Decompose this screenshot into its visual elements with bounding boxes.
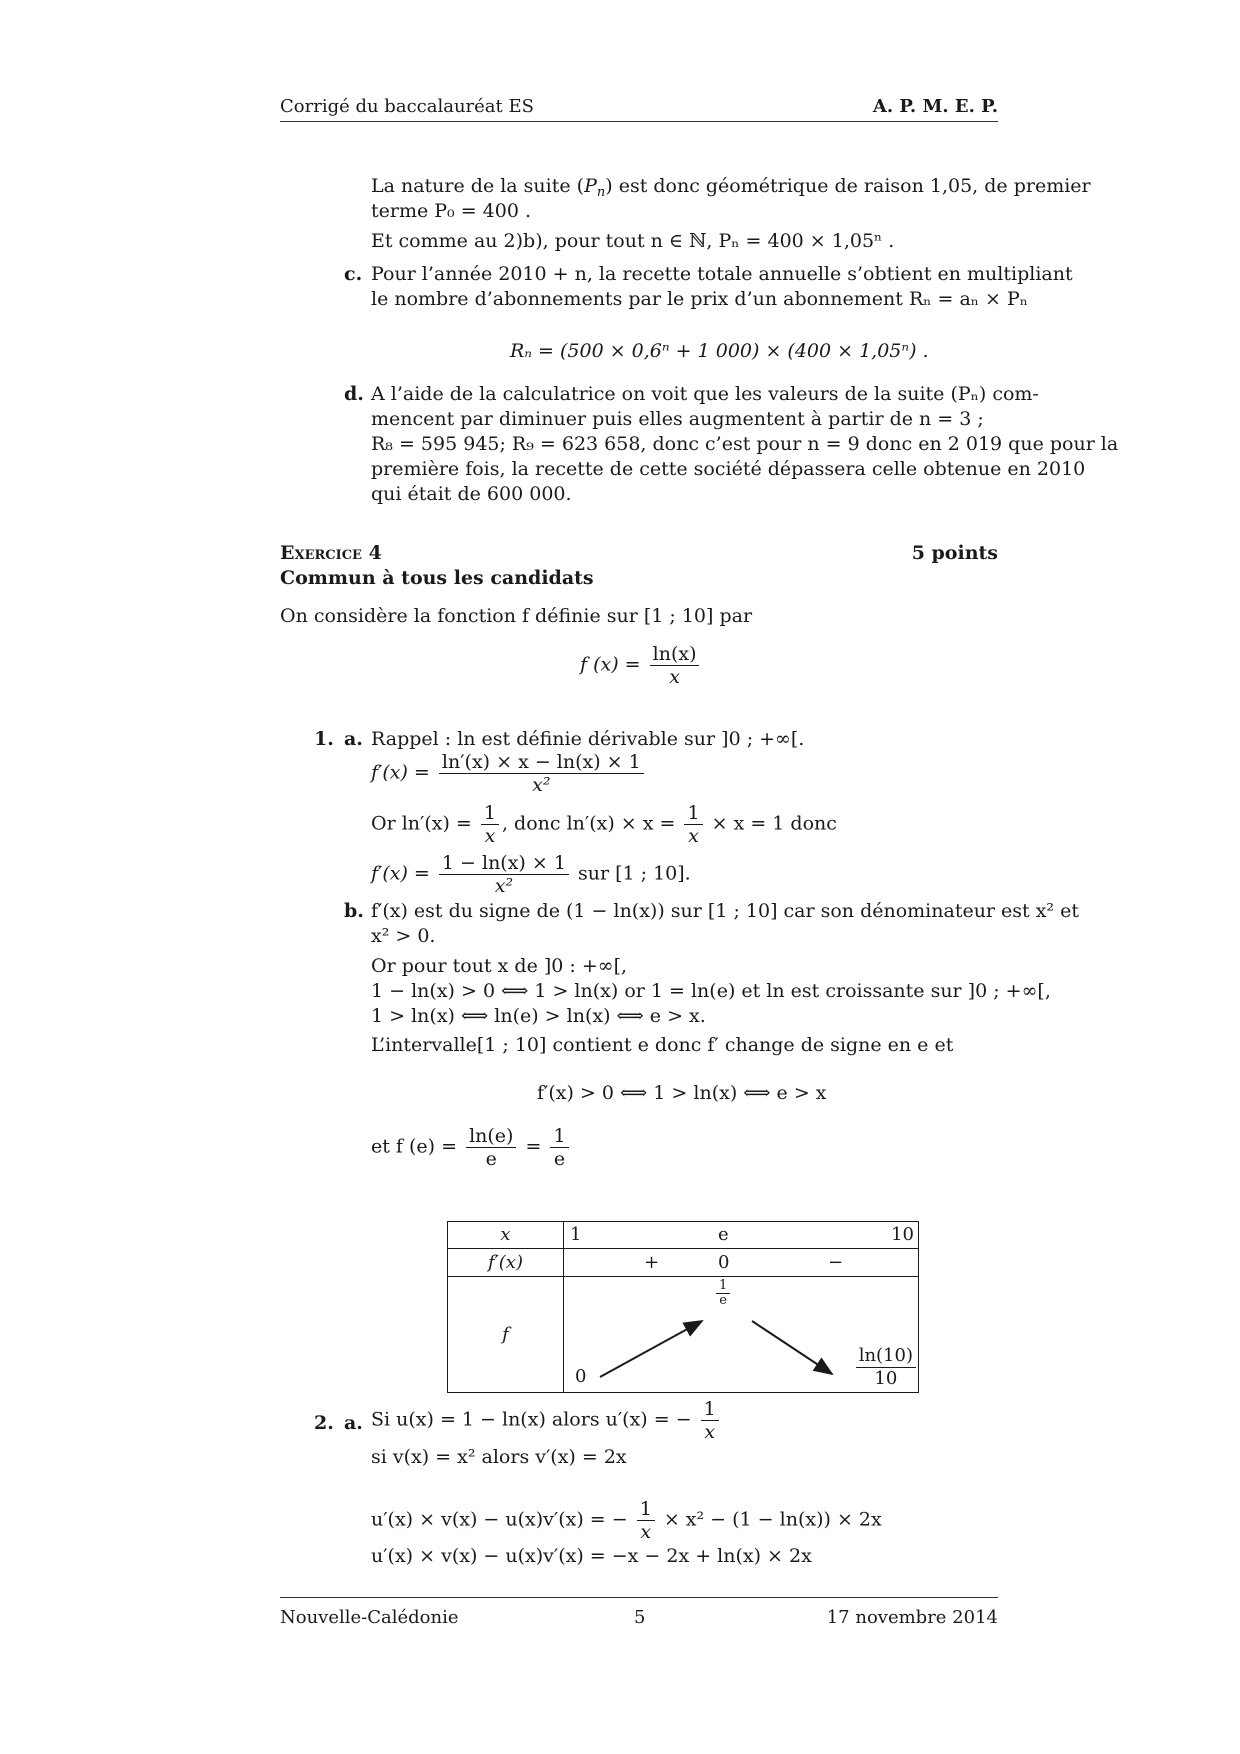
ex4-subtitle: Commun à tous les candidats xyxy=(280,567,594,589)
ex3-d-line5: qui était de 600 000. xyxy=(371,483,572,505)
header-left: Corrigé du baccalauréat ES xyxy=(280,96,534,117)
table-arrows xyxy=(564,1277,920,1393)
fe-fraction1 xyxy=(466,1125,516,1170)
q2a-line4: u′(x) × v(x) − u(x)v′(x) = −x − 2x + ln(x) × 2x xyxy=(371,1545,812,1567)
arrow-decreasing xyxy=(752,1321,832,1374)
table-low-left: 0 xyxy=(575,1366,587,1387)
or-num1: 1 xyxy=(481,802,499,825)
ex3-d-line1: A l’aide de la calculatrice on voit que les valeurs de la suite (Pₙ) com- xyxy=(371,383,1039,405)
ex4-title: Exercice 4 xyxy=(280,542,382,564)
or-frac1 xyxy=(481,802,499,847)
table-x-head: x xyxy=(448,1222,564,1249)
fp-fraction xyxy=(439,751,644,796)
table-x1: 1 xyxy=(570,1224,582,1245)
table-top-num: 1 xyxy=(716,1279,730,1294)
q2a-num: 1 xyxy=(701,1398,719,1421)
header-right: A. P. M. E. P. xyxy=(872,96,998,117)
q1a-line1: Rappel : ln est définie dérivable sur ]0 ; +∞[. xyxy=(371,728,805,750)
footer-right: 17 novembre 2014 xyxy=(826,1607,998,1628)
q1b-fe xyxy=(371,1125,572,1170)
or-part3: × x = 1 donc xyxy=(711,812,837,835)
fp2-tail: sur [1 ; 10]. xyxy=(577,862,691,885)
fp-den: x² xyxy=(532,774,551,796)
q1b-line3: Or pour tout x de ]0 : +∞[, xyxy=(371,955,628,977)
q1b-line1: f′(x) est du signe de (1 − ln(x)) sur [1 ; 10] car son dénominateur est x² et xyxy=(371,900,1079,922)
table-minus: − xyxy=(828,1252,844,1273)
table-sign-row xyxy=(564,1249,919,1277)
table-low-right-num: ln(10) xyxy=(856,1345,916,1368)
q2a-line3 xyxy=(371,1498,882,1543)
ex3-c-formula: Rₙ = (500 × 0,6ⁿ + 1 000) × (400 × 1,05ⁿ) . xyxy=(510,340,929,362)
variation-table xyxy=(447,1221,919,1393)
table-fp-head: f′(x) xyxy=(448,1249,564,1277)
q2a-line1-text: Si u(x) = 1 − ln(x) alors u′(x) = − xyxy=(371,1408,692,1431)
ex3-c-line1: Pour l’année 2010 + n, la recette totale annuelle s’obtient en multipliant xyxy=(371,263,1073,285)
table-variation-row xyxy=(564,1277,919,1393)
ex3-d-line4: première fois, la recette de cette société dépassera celle obtenue en 2010 xyxy=(371,458,1086,480)
q2a-line1 xyxy=(371,1398,722,1443)
def-fraction xyxy=(650,643,700,688)
fp-lhs: f′(x) = xyxy=(371,761,430,784)
ex3-d-label: d. xyxy=(344,383,364,405)
or-frac2 xyxy=(684,802,702,847)
ex3-c-label: c. xyxy=(344,263,363,285)
q1a-derivative xyxy=(371,751,647,796)
table-low-right-den: 10 xyxy=(874,1368,898,1389)
fe-den2: e xyxy=(553,1148,566,1170)
q2a-line3-num: 1 xyxy=(637,1498,655,1521)
footer-rule xyxy=(280,1597,998,1598)
q1a-label: a. xyxy=(344,728,363,750)
ex3-c-line2: le nombre d’abonnements par le prix d’un abonnement Rₙ = aₙ × Pₙ xyxy=(371,288,1029,310)
or-num2: 1 xyxy=(684,802,702,825)
q1b-line2: x² > 0. xyxy=(371,925,436,947)
q1b-line6: L’intervalle[1 ; 10] contient e donc f′ change de signe en e et xyxy=(371,1034,954,1056)
ex4-intro: On considère la fonction f définie sur [1 ; 10] par xyxy=(280,605,753,627)
fp-num: ln′(x) × x − ln(x) × 1 xyxy=(439,751,644,774)
table-top-den: e xyxy=(719,1293,727,1308)
ex3-d-line2: mencent par diminuer puis elles augmentent à partir de n = 3 ; xyxy=(371,408,984,430)
q2a-line3-a: u′(x) × v(x) − u(x)v′(x) = − xyxy=(371,1508,628,1531)
table-plus: + xyxy=(644,1252,660,1273)
def-lhs: f (x) = xyxy=(580,653,641,676)
q2a-line2: si v(x) = x² alors v′(x) = 2x xyxy=(371,1446,627,1468)
fe-fraction2 xyxy=(550,1125,568,1170)
fp2-lhs: f′(x) = xyxy=(371,862,430,885)
ex3-b-line1-a: La nature de la suite ( xyxy=(371,175,585,197)
q2a-label: a. xyxy=(344,1412,363,1434)
ex4-definition xyxy=(580,643,702,688)
q1a-or-line xyxy=(371,802,837,847)
q1a-derivative2 xyxy=(371,852,691,897)
fe-num2: 1 xyxy=(550,1125,568,1148)
fe-lhs: et f (e) = xyxy=(371,1135,458,1158)
table-zero: 0 xyxy=(718,1252,730,1273)
q1b-label: b. xyxy=(344,900,364,922)
or-part2: , donc ln′(x) × x = xyxy=(501,812,676,835)
fe-num: ln(e) xyxy=(466,1125,516,1148)
q1b-line5: 1 > ln(x) ⟺ ln(e) > ln(x) ⟺ e > x. xyxy=(371,1005,706,1027)
header-rule xyxy=(280,121,998,122)
q2-label: 2. xyxy=(314,1412,334,1434)
def-den: x xyxy=(669,666,680,688)
or-den1: x xyxy=(484,825,496,847)
or-part1: Or ln′(x) = xyxy=(371,812,472,835)
ex3-b-line1-b: ) est donc géométrique de raison 1,05, de premier xyxy=(605,175,1091,197)
table-xe: e xyxy=(718,1224,729,1245)
ex3-d-line3: R₈ = 595 945; R₉ = 623 658, donc c’est pour n = 9 donc en 2 019 que pour la xyxy=(371,433,1119,455)
table-x10: 10 xyxy=(891,1224,914,1245)
or-den2: x xyxy=(688,825,699,847)
def-num: ln(x) xyxy=(650,643,700,666)
fp2-num: 1 − ln(x) × 1 xyxy=(439,852,569,875)
arrow-increasing xyxy=(600,1321,702,1377)
fe-eq: = xyxy=(525,1135,542,1158)
ex3-b-line2: terme P₀ = 400 . xyxy=(371,200,532,222)
ex3-b-line1: La nature de la suite $(P_n)$ est donc géométrique de raison 1,05, de premier xyxy=(371,175,1091,200)
q1-label: 1. xyxy=(314,728,334,750)
footer-page: 5 xyxy=(634,1607,646,1628)
ex3-b-line3: Et comme au 2)b), pour tout n ∈ ℕ, Pₙ = 400 × 1,05ⁿ . xyxy=(371,230,895,252)
q2a-line3-b: × x² − (1 − ln(x)) × 2x xyxy=(663,1508,882,1531)
table-x-row xyxy=(564,1222,919,1249)
ex4-points: 5 points xyxy=(911,542,998,564)
q2a-line3-fraction xyxy=(637,1498,655,1543)
q1b-line4: 1 − ln(x) > 0 ⟺ 1 > ln(x) or 1 = ln(e) et ln est croissante sur ]0 ; +∞[, xyxy=(371,980,1051,1002)
table-f-head: f xyxy=(448,1277,564,1393)
fp2-fraction xyxy=(439,852,569,897)
q2a-fraction xyxy=(701,1398,719,1443)
q2a-line3-den: x xyxy=(640,1521,652,1543)
q2a-den: x xyxy=(704,1421,716,1443)
fp2-den: x² xyxy=(494,875,514,897)
fe-den: e xyxy=(485,1148,497,1170)
footer-left: Nouvelle-Calédonie xyxy=(280,1607,459,1628)
q1b-center: f′(x) > 0 ⟺ 1 > ln(x) ⟺ e > x xyxy=(537,1082,827,1104)
